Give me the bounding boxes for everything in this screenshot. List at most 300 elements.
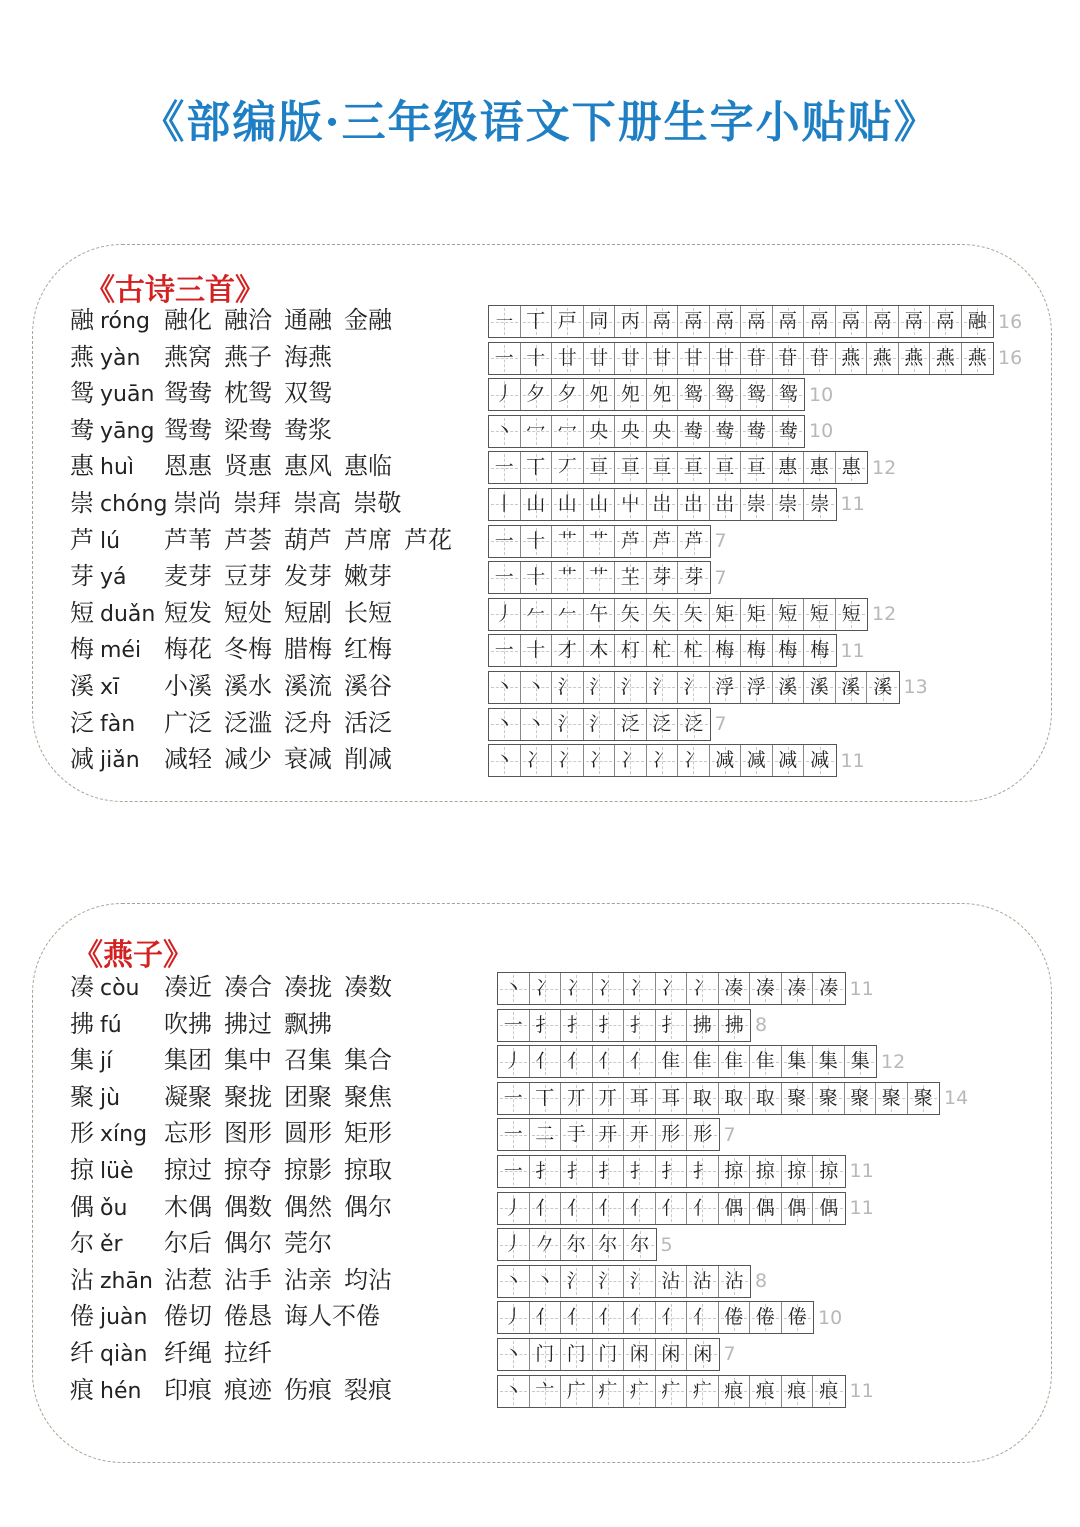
stroke-step: 梅	[778, 639, 798, 662]
pinyin: còu	[100, 976, 140, 1001]
stroke-step: 隹	[724, 1050, 744, 1073]
stroke-cell	[836, 452, 868, 483]
stroke-step: 芏	[620, 566, 640, 589]
character-row	[33, 340, 1053, 377]
stroke-step: 芽	[652, 566, 672, 589]
stroke-step: 凑	[819, 977, 839, 999]
stroke-cell	[656, 1302, 688, 1333]
stroke-step: 鬲	[841, 310, 861, 332]
stroke-cell	[773, 379, 805, 410]
stroke-step: 浮	[715, 675, 735, 698]
stroke-step: 丅	[526, 456, 546, 479]
stroke-step: 溪	[778, 675, 798, 698]
character-row	[33, 523, 1053, 560]
stroke-cell	[710, 416, 742, 447]
stroke-step: 十	[526, 346, 546, 369]
stroke-cell	[804, 452, 836, 483]
character-words	[70, 378, 344, 410]
stroke-order	[497, 972, 874, 1005]
stroke-order	[488, 561, 727, 594]
stroke-step: 山	[526, 492, 546, 515]
stroke-step: 一	[494, 346, 514, 369]
stroke-cell	[836, 343, 868, 374]
pinyin: xī	[100, 674, 120, 700]
stroke-cell	[678, 526, 710, 557]
stroke-cell	[719, 1193, 751, 1224]
stroke-cell	[930, 306, 962, 337]
stroke-cell	[773, 489, 805, 520]
stroke-step: ㇐	[494, 310, 514, 332]
stroke-step: 耳	[661, 1086, 681, 1109]
character: 芽	[70, 562, 94, 591]
stroke-step: 惠	[778, 456, 798, 479]
stroke-step: 燕	[872, 346, 892, 369]
stroke-cell	[678, 672, 710, 703]
word: 诲人不倦	[284, 1302, 380, 1331]
stroke-cell	[530, 1339, 562, 1370]
stroke-step: 丿	[503, 1306, 523, 1329]
stroke-cell	[804, 306, 836, 337]
stroke-grid	[488, 708, 711, 741]
stroke-cell	[498, 1156, 530, 1187]
word: 崇拜	[233, 488, 282, 517]
word: 红梅	[344, 635, 392, 664]
stroke-step: 短	[841, 602, 861, 625]
stroke-order	[497, 1228, 673, 1261]
stroke-step: 丨	[494, 492, 514, 515]
stroke-cell	[552, 709, 584, 740]
character-words	[70, 305, 404, 337]
stroke-grid	[488, 634, 837, 667]
stroke-cell	[678, 709, 710, 740]
stroke-cell	[710, 599, 742, 630]
character: 惠	[70, 452, 94, 481]
stroke-cell	[647, 599, 679, 630]
stroke-grid	[497, 972, 846, 1005]
stroke-step: 偶	[819, 1196, 839, 1219]
stroke-cell	[782, 1193, 814, 1224]
stroke-cell	[719, 973, 751, 1004]
stroke-step: 形	[693, 1123, 713, 1146]
stroke-order	[497, 1338, 736, 1371]
stroke-cell	[899, 343, 931, 374]
stroke-count: 5	[660, 1233, 673, 1256]
word: 溪流	[284, 671, 332, 700]
stroke-cell	[647, 562, 679, 593]
stroke-cell	[773, 745, 805, 776]
stroke-step: 燕	[904, 346, 924, 369]
stroke-cell	[552, 489, 584, 520]
stroke-cell	[615, 306, 647, 337]
stroke-cell	[710, 452, 742, 483]
stroke-cell	[773, 599, 805, 630]
stroke-count: 11	[849, 977, 874, 1000]
stroke-step: 同	[589, 310, 609, 332]
stroke-cell	[687, 1266, 719, 1297]
stroke-step: 甘	[715, 346, 735, 369]
stroke-step: 亻	[535, 1306, 555, 1329]
stroke-cell	[782, 973, 814, 1004]
stroke-grid	[497, 1228, 657, 1261]
word: 泛滥	[224, 708, 272, 737]
stroke-cell	[498, 1376, 530, 1407]
character: 形	[70, 1119, 94, 1148]
stroke-cell	[710, 489, 742, 520]
stroke-cell	[656, 1193, 688, 1224]
stroke-cell	[678, 599, 710, 630]
stroke-order	[497, 1301, 842, 1334]
stroke-cell	[552, 306, 584, 337]
stroke-grid	[488, 598, 868, 631]
stroke-cell	[521, 416, 553, 447]
stroke-count: 8	[755, 1270, 768, 1293]
stroke-step: 亻	[661, 1196, 681, 1219]
character: 溪	[70, 671, 94, 700]
stroke-order	[488, 451, 896, 484]
word: 广泛	[164, 708, 212, 737]
stroke-step: 木	[589, 639, 609, 662]
word: 矩形	[344, 1119, 392, 1148]
stroke-step: 闲	[629, 1342, 649, 1365]
stroke-count: 11	[849, 1197, 874, 1220]
word: 飘拂	[284, 1009, 332, 1038]
stroke-cell	[624, 1266, 656, 1297]
stroke-step: 矢	[683, 602, 703, 625]
word: 图形	[224, 1119, 272, 1148]
stroke-step: 泛	[620, 712, 640, 735]
stroke-cell	[813, 1083, 845, 1114]
stroke-cell	[741, 745, 773, 776]
stroke-step: 亻	[629, 1306, 649, 1329]
character-words	[70, 1192, 404, 1224]
stroke-step: 鬲	[872, 310, 892, 332]
stroke-step: 门	[566, 1342, 586, 1365]
word: 凑数	[344, 973, 392, 1001]
stroke-cell	[489, 745, 521, 776]
stroke-step: 耳	[629, 1086, 649, 1109]
stroke-step: 亻	[535, 1050, 555, 1073]
stroke-cell	[561, 1193, 593, 1224]
stroke-step: 氵	[589, 712, 609, 735]
stroke-step: 氵	[620, 675, 640, 698]
stroke-step: 一	[494, 456, 514, 479]
stroke-step: 扌	[566, 1159, 586, 1182]
stroke-step: 芽	[684, 566, 704, 589]
stroke-cell	[741, 416, 773, 447]
word: 吹拂	[164, 1009, 212, 1038]
stroke-cell	[813, 1376, 845, 1407]
stroke-step: 丶	[503, 977, 523, 999]
character: 聚	[70, 1082, 94, 1111]
stroke-step: 形	[661, 1123, 681, 1146]
stroke-cell	[741, 489, 773, 520]
stroke-count: 11	[849, 1160, 874, 1183]
stroke-order	[488, 744, 865, 777]
pinyin: lüè	[100, 1158, 134, 1184]
stroke-order	[488, 525, 727, 558]
word: 芦花	[404, 525, 452, 554]
word: 聚拢	[224, 1082, 272, 1111]
stroke-step: 丶	[494, 712, 514, 735]
stroke-step: 十	[526, 529, 546, 552]
word: 梁鸯	[224, 415, 272, 444]
stroke-cell	[710, 745, 742, 776]
pinyin: jiǎn	[100, 748, 140, 774]
pinyin: chóng	[100, 491, 168, 517]
stroke-cell	[741, 379, 773, 410]
stroke-step: 鬲	[746, 310, 766, 332]
stroke-cell	[530, 1229, 562, 1260]
pinyin: yàn	[100, 345, 141, 371]
stroke-step: 艹	[589, 529, 609, 552]
word: 溪水	[224, 671, 272, 700]
stroke-step: 广	[566, 1379, 586, 1402]
stroke-cell	[489, 379, 521, 410]
character: 鸯	[70, 415, 94, 444]
stroke-cell	[615, 416, 647, 447]
pinyin: róng	[100, 309, 150, 334]
character-row	[33, 1336, 1053, 1373]
character-row	[33, 1226, 1053, 1263]
character: 偶	[70, 1192, 94, 1221]
stroke-cell	[678, 635, 710, 666]
stroke-step: 拂	[692, 1013, 712, 1036]
character-row	[33, 486, 1053, 523]
stroke-step: 燕	[935, 346, 955, 369]
stroke-cell	[593, 1119, 625, 1150]
character-words	[70, 708, 404, 740]
stroke-cell	[593, 1266, 625, 1297]
stroke-step: 山	[589, 492, 609, 515]
stroke-step: 亘	[715, 456, 735, 479]
stroke-step: 减	[746, 749, 766, 772]
stroke-order	[488, 415, 833, 448]
stroke-cell	[624, 1046, 656, 1077]
stroke-step: 疒	[692, 1379, 712, 1402]
stroke-step: 岀	[652, 492, 672, 515]
stroke-cell	[678, 343, 710, 374]
stroke-step: 取	[755, 1086, 775, 1109]
stroke-step: 亠	[535, 1379, 555, 1402]
stroke-cell	[593, 1010, 625, 1041]
stroke-cell	[750, 1156, 782, 1187]
stroke-cell	[678, 379, 710, 410]
pinyin: méi	[100, 638, 142, 664]
stroke-cell	[773, 343, 805, 374]
stroke-count: 11	[849, 1380, 874, 1403]
stroke-cell	[615, 635, 647, 666]
stroke-step: 矢	[652, 602, 672, 625]
stroke-step: 丿	[503, 1233, 523, 1256]
stroke-grid	[497, 1009, 751, 1042]
stroke-cell	[615, 562, 647, 593]
stroke-step: 鬲	[683, 310, 703, 332]
stroke-cell	[647, 745, 679, 776]
stroke-cell	[647, 452, 679, 483]
stroke-step: 尔	[566, 1233, 586, 1256]
stroke-cell	[750, 1193, 782, 1224]
stroke-cell	[687, 1046, 719, 1077]
word: 掠夺	[224, 1155, 272, 1184]
stroke-cell	[521, 343, 553, 374]
stroke-count: 11	[840, 639, 865, 662]
stroke-step: 痕	[755, 1379, 775, 1402]
stroke-step: 丙	[620, 310, 640, 332]
pinyin: yá	[100, 565, 127, 591]
word: 融洽	[224, 306, 272, 334]
stroke-step: 扌	[598, 1159, 618, 1182]
character: 泛	[70, 708, 94, 737]
stroke-cell	[741, 343, 773, 374]
stroke-cell	[908, 1083, 940, 1114]
stroke-step: 山	[557, 492, 577, 515]
pinyin: fàn	[100, 711, 136, 737]
stroke-cell	[750, 973, 782, 1004]
pinyin: yuān	[100, 382, 155, 408]
stroke-count: 12	[872, 456, 897, 479]
stroke-cell	[498, 1302, 530, 1333]
word: 贤惠	[224, 452, 272, 481]
character-words	[70, 634, 404, 666]
character: 纤	[70, 1338, 94, 1367]
stroke-cell	[521, 526, 553, 557]
stroke-order	[488, 598, 896, 631]
stroke-step: 冫	[557, 749, 577, 772]
word: 尔后	[164, 1229, 212, 1258]
character-row	[33, 1153, 1053, 1190]
stroke-cell	[593, 1156, 625, 1187]
stroke-step: 屮	[620, 492, 640, 515]
stroke-cell	[687, 1376, 719, 1407]
stroke-step: 岀	[715, 492, 735, 515]
stroke-step: 疒	[661, 1379, 681, 1402]
word: 减少	[224, 745, 272, 774]
stroke-count: 7	[714, 530, 727, 553]
stroke-step: 隹	[661, 1050, 681, 1073]
character: 燕	[70, 342, 94, 371]
stroke-cell	[687, 1010, 719, 1041]
character-row	[33, 970, 1053, 1007]
stroke-step: 丅	[526, 310, 546, 332]
stroke-cell	[804, 745, 836, 776]
character-words	[70, 1082, 404, 1114]
stroke-cell	[489, 416, 521, 447]
stroke-cell	[647, 709, 679, 740]
stroke-count: 13	[903, 676, 928, 699]
stroke-step: 取	[692, 1086, 712, 1109]
stroke-step: 亻	[692, 1306, 712, 1329]
stroke-cell	[719, 1302, 751, 1333]
stroke-step: 溪	[873, 675, 893, 698]
word: 溪谷	[344, 671, 392, 700]
word: 倦切	[164, 1302, 212, 1331]
stroke-step: 减	[715, 749, 735, 772]
stroke-grid	[488, 744, 837, 777]
stroke-cell	[719, 1156, 751, 1187]
stroke-step: 短	[778, 602, 798, 625]
word: 海燕	[284, 342, 332, 371]
stroke-cell	[584, 562, 616, 593]
stroke-count: 7	[714, 713, 727, 736]
stroke-cell	[498, 1229, 530, 1260]
stroke-step: 集	[850, 1050, 870, 1073]
stroke-step: 掠	[724, 1159, 744, 1182]
stroke-cell	[584, 306, 616, 337]
stroke-step: 亻	[566, 1306, 586, 1329]
stroke-cell	[656, 1266, 688, 1297]
stroke-step: 丶	[494, 675, 514, 698]
stroke-cell	[656, 1376, 688, 1407]
character-words	[70, 1009, 344, 1041]
stroke-cell	[773, 452, 805, 483]
stroke-step: 浮	[746, 675, 766, 698]
character: 集	[70, 1046, 94, 1075]
stroke-step: 减	[778, 749, 798, 772]
word: 集中	[224, 1046, 272, 1075]
stroke-grid	[488, 305, 994, 338]
stroke-cell	[750, 1046, 782, 1077]
character-row	[33, 1080, 1053, 1117]
stroke-cell	[710, 343, 742, 374]
stroke-cell	[489, 599, 521, 630]
character: 掠	[70, 1155, 94, 1184]
stroke-cell	[845, 1046, 877, 1077]
stroke-cell	[647, 635, 679, 666]
stroke-cell	[867, 343, 899, 374]
stroke-cell	[530, 1083, 562, 1114]
stroke-cell	[584, 526, 616, 557]
word: 偶然	[284, 1192, 332, 1221]
stroke-step: 聚	[850, 1086, 870, 1109]
stroke-cell	[530, 1266, 562, 1297]
stroke-order	[488, 342, 1022, 375]
stroke-step: 融	[967, 310, 987, 332]
word: 伤痕	[284, 1375, 332, 1404]
stroke-step: 芦	[620, 529, 640, 552]
character: 融	[70, 306, 94, 334]
stroke-cell	[710, 306, 742, 337]
stroke-step: 丆	[557, 456, 577, 479]
stroke-grid	[488, 378, 805, 411]
stroke-step: 戸	[557, 310, 577, 332]
stroke-step: 扌	[661, 1013, 681, 1036]
character-row	[33, 1373, 1053, 1410]
stroke-grid	[497, 1118, 720, 1151]
stroke-step: 燕	[967, 346, 987, 369]
stroke-count: 10	[809, 383, 834, 406]
stroke-step: 门	[598, 1342, 618, 1365]
stroke-step: 氵	[629, 1269, 649, 1292]
stroke-cell	[552, 379, 584, 410]
stroke-cell	[741, 635, 773, 666]
character-words	[70, 744, 404, 776]
stroke-cell	[530, 1302, 562, 1333]
stroke-cell	[813, 1193, 845, 1224]
character-words	[70, 561, 404, 593]
character-row	[33, 706, 1053, 743]
word: 融化	[164, 306, 212, 334]
stroke-step: 十	[526, 566, 546, 589]
stroke-step: 聚	[818, 1086, 838, 1109]
stroke-step: 甘	[683, 346, 703, 369]
stroke-cell	[773, 416, 805, 447]
stroke-step: 冫	[535, 977, 555, 999]
stroke-cell	[773, 635, 805, 666]
character-row	[33, 1116, 1053, 1153]
stroke-cell	[489, 635, 521, 666]
stroke-cell	[782, 1046, 814, 1077]
stroke-cell	[647, 343, 679, 374]
